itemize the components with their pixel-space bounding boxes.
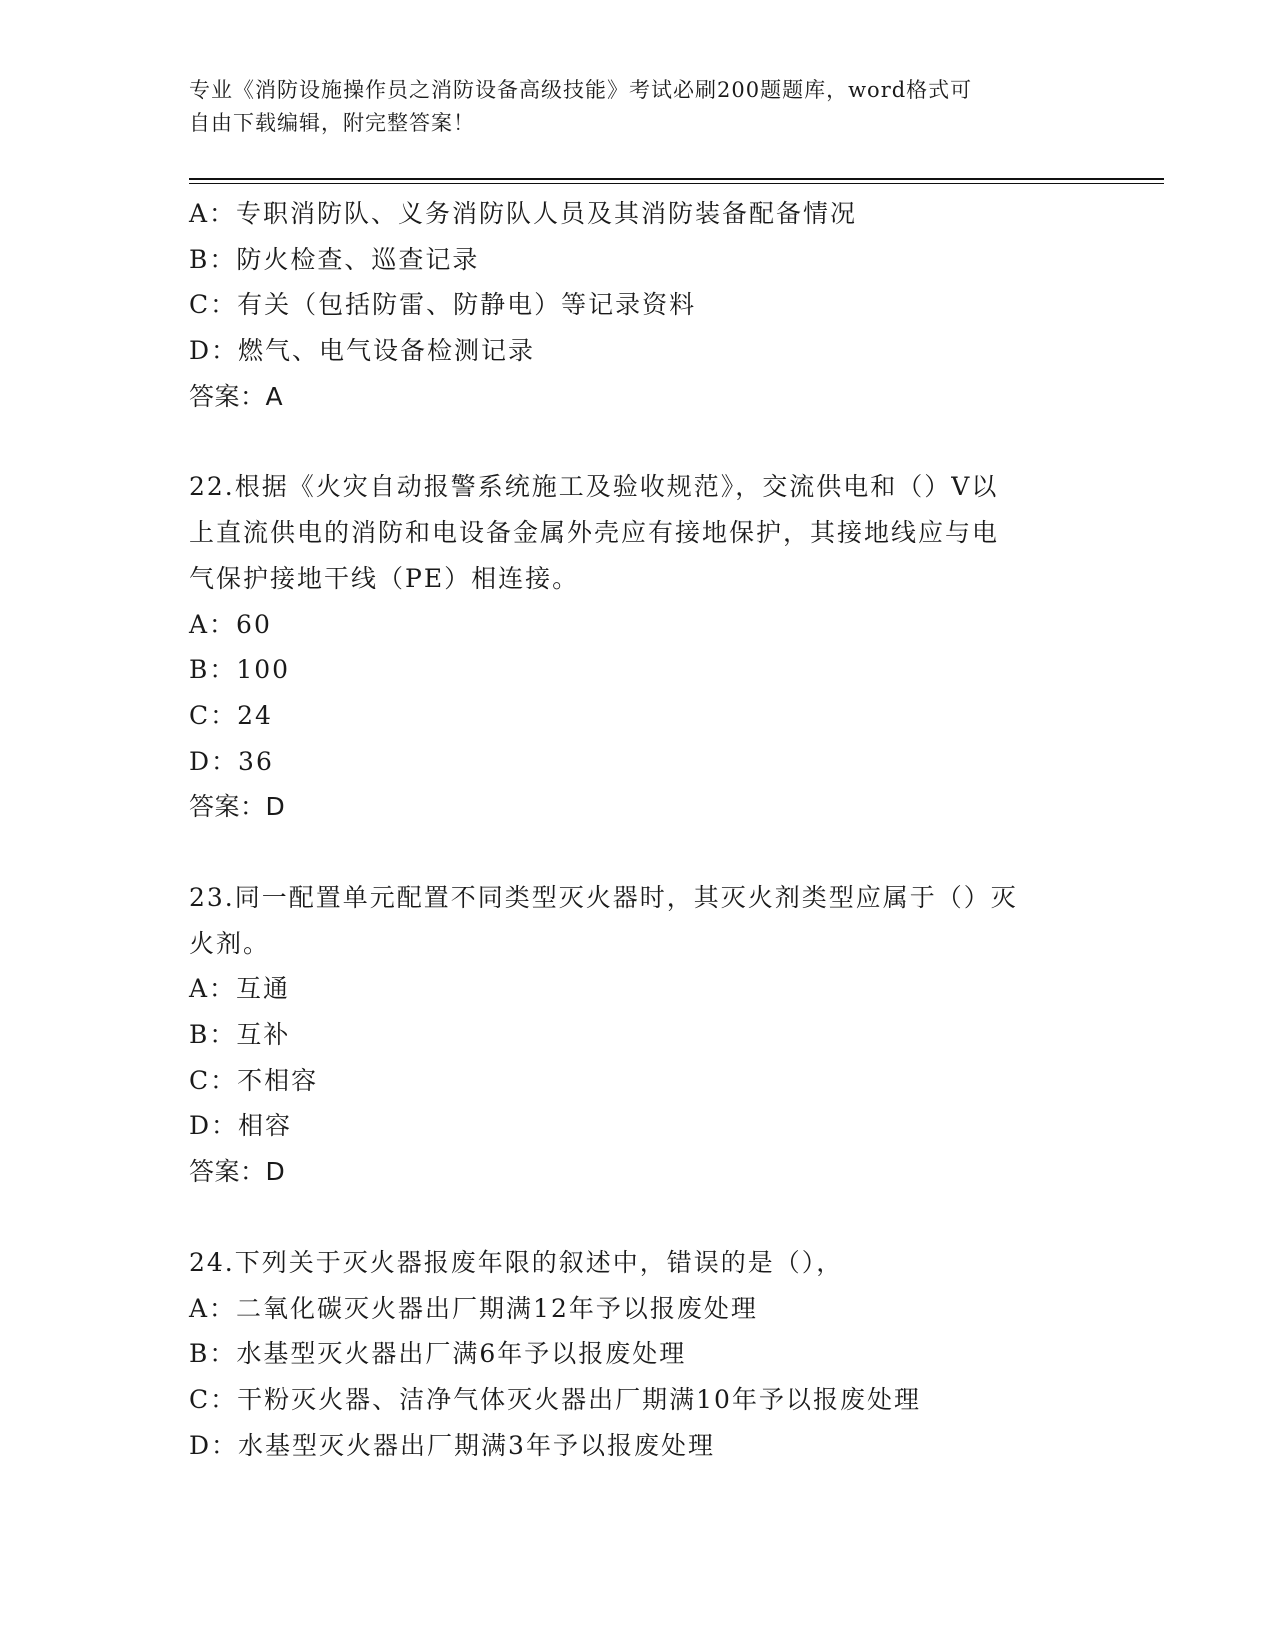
question-23 — [189, 875, 1089, 1195]
option-d: D：36 — [189, 746, 274, 776]
header-divider-thin — [189, 183, 1164, 184]
header-divider-thick — [189, 178, 1164, 180]
option-a: A：专职消防队、义务消防队人员及其消防装备配备情况 — [189, 199, 858, 228]
header-title-line-1: 专业《消防设施操作员之消防设备高级技能》考试必刷200题题库，word格式可 — [189, 78, 973, 102]
option-a: A：60 — [189, 609, 272, 639]
stem-line-2: 上直流供电的消防和电设备金属外壳应有接地保护，其接地线应与电 — [189, 518, 1000, 548]
question-stem — [189, 464, 1089, 601]
question-24 — [189, 1240, 1089, 1468]
option-b: B：100 — [189, 655, 291, 685]
option-a: A：互通 — [189, 974, 291, 1004]
document-header — [189, 74, 1089, 140]
header-title-line-2: 自由下载编辑，附完整答案！ — [189, 111, 475, 135]
stem-line-2: 火剂。 — [189, 928, 271, 958]
answer: 答案：D — [189, 1157, 286, 1187]
option-d: D：燃气、电气设备检测记录 — [189, 336, 536, 366]
option-c: C：24 — [189, 700, 273, 730]
option-c: C：不相容 — [189, 1065, 319, 1095]
question-22 — [189, 464, 1089, 830]
option-a: A：二氧化碳灭火器出厂期满12年予以报废处理 — [189, 1293, 758, 1323]
question-stem — [189, 1240, 1089, 1286]
option-c: C：干粉灭火器、洁净气体灭火器出厂期满10年予以报废处理 — [189, 1384, 921, 1414]
stem-line-1: 24.下列关于灭火器报废年限的叙述中，错误的是（）， — [189, 1247, 844, 1277]
question-21 — [189, 191, 1089, 419]
stem-line-1: 23.同一配置单元配置不同类型灭火器时，其灭火剂类型应属于（）灭 — [189, 882, 1018, 912]
answer: 答案：A — [189, 381, 284, 411]
stem-line-1: 22.根据《火灾自动报警系统施工及验收规范》，交流供电和（）V以 — [189, 472, 999, 502]
stem-line-3: 气保护接地干线（PE）相连接。 — [189, 563, 580, 593]
option-c: C：有关（包括防雷、防静电）等记录资料 — [189, 290, 697, 320]
option-b: B：水基型灭火器出厂满6年予以报废处理 — [189, 1339, 687, 1369]
answer: 答案：D — [189, 792, 286, 822]
option-d: D：相容 — [189, 1111, 293, 1141]
option-d: D：水基型灭火器出厂期满3年予以报废处理 — [189, 1430, 715, 1460]
question-stem — [189, 875, 1089, 966]
question-list — [189, 191, 1089, 1468]
option-b: B：防火检查、巡查记录 — [189, 244, 480, 274]
option-b: B：互补 — [189, 1020, 291, 1050]
